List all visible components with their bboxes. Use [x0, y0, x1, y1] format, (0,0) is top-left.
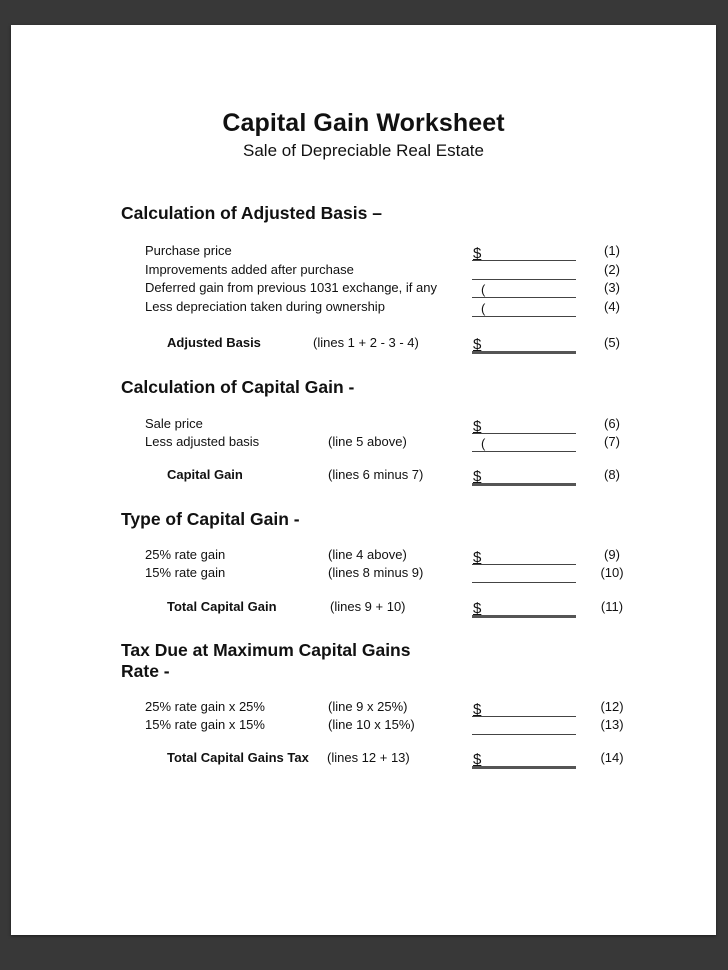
row-label: Deferred gain from previous 1031 exchange, if any [145, 280, 437, 295]
dollar-sign: $ [473, 336, 482, 353]
line-number: (3) [604, 280, 620, 295]
row-label: Less depreciation taken during ownership [145, 298, 385, 314]
input-line-13[interactable] [472, 717, 576, 735]
line-reference: (line 10 x 15%) [328, 716, 415, 732]
dollar-sign: $ [473, 245, 482, 262]
line-number: (14) [600, 750, 624, 765]
open-paren: ( [481, 300, 486, 316]
dollar-sign: $ [473, 701, 482, 718]
line-number: (6) [604, 416, 620, 431]
dollar-sign: $ [473, 468, 482, 485]
input-line-11[interactable] [472, 598, 576, 618]
line-reference: (line 5 above) [328, 433, 407, 449]
open-paren: ( [481, 282, 486, 297]
section-heading-tax-due: Tax Due at Maximum Capital Gains Rate - [121, 640, 411, 681]
line-reference: (lines 6 minus 7) [328, 467, 424, 482]
line-number: (13) [600, 716, 624, 732]
input-line-14[interactable] [472, 749, 576, 769]
section-heading-type-of-gain: Type of Capital Gain - [121, 509, 300, 529]
section-heading-adjusted-basis: Calculation of Adjusted Basis – [121, 203, 382, 223]
row-label: 25% rate gain x 25% [145, 699, 265, 714]
input-line-2[interactable] [472, 262, 576, 280]
input-line-10[interactable] [472, 565, 576, 583]
open-paren: ( [481, 435, 486, 451]
row-label: Sale price [145, 416, 203, 431]
row-label: 15% rate gain x 15% [145, 716, 265, 732]
line-reference: (lines 12 + 13) [327, 750, 410, 765]
input-line-9[interactable] [472, 547, 576, 565]
total-label: Capital Gain [167, 467, 243, 482]
row-label: 15% rate gain [145, 565, 226, 580]
document-page [11, 25, 716, 935]
line-reference: (line 4 above) [328, 547, 407, 562]
dollar-sign: $ [473, 549, 482, 566]
row-label: Purchase price [145, 243, 232, 258]
page-title: Capital Gain Worksheet [222, 109, 505, 137]
line-number: (5) [604, 335, 620, 350]
total-label: Adjusted Basis [167, 335, 261, 350]
input-line-7[interactable] [472, 434, 576, 452]
row-label: Improvements added after purchase [145, 261, 354, 277]
input-line-4[interactable] [472, 299, 576, 317]
input-line-12[interactable] [472, 699, 576, 717]
dollar-sign: $ [473, 751, 482, 768]
dollar-sign: $ [473, 600, 482, 617]
line-number: (7) [604, 433, 620, 449]
line-number: (12) [600, 699, 624, 714]
total-label: Total Capital Gains Tax [167, 750, 309, 765]
input-line-8[interactable] [472, 466, 576, 486]
input-line-3[interactable] [472, 280, 576, 298]
input-line-1[interactable] [472, 243, 576, 261]
line-number: (8) [604, 467, 620, 482]
line-number: (4) [604, 298, 620, 314]
dollar-sign: $ [473, 418, 482, 435]
input-line-5[interactable] [472, 334, 576, 354]
section-heading-capital-gain: Calculation of Capital Gain - [121, 377, 355, 397]
row-label: Less adjusted basis [145, 433, 260, 449]
input-line-6[interactable] [472, 416, 576, 434]
line-reference: (lines 9 + 10) [330, 599, 406, 614]
line-number: (1) [604, 243, 620, 258]
line-reference: (line 9 x 25%) [328, 699, 408, 714]
line-number: (9) [604, 547, 620, 562]
line-reference: (lines 1 + 2 - 3 - 4) [313, 335, 419, 350]
line-number: (11) [600, 599, 624, 614]
line-reference: (lines 8 minus 9) [328, 565, 424, 580]
line-number: (2) [604, 261, 620, 277]
total-label: Total Capital Gain [167, 599, 277, 614]
page-subtitle: Sale of Depreciable Real Estate [243, 141, 484, 160]
row-label: 25% rate gain [145, 547, 226, 562]
line-number: (10) [600, 565, 624, 580]
